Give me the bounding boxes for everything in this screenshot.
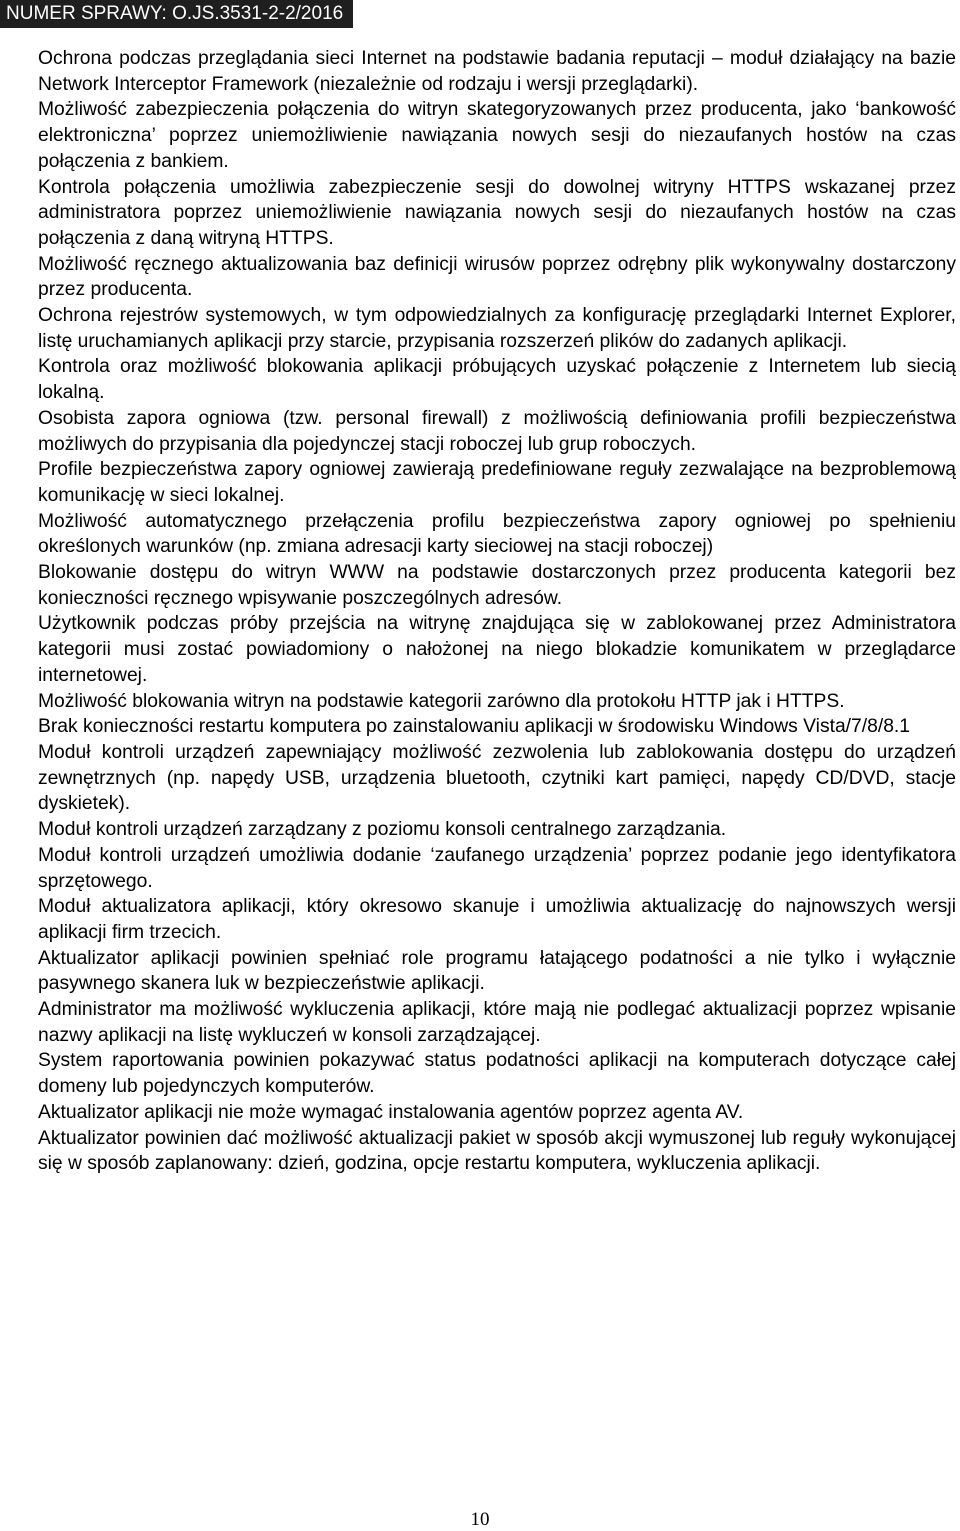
paragraph: Możliwość ręcznego aktualizowania baz definicji wirusów poprzez odrębny plik wykonywalny dostarczony przez producenta. — [38, 253, 956, 301]
paragraph: System raportowania powinien pokazywać status podatności aplikacji na komputerach dotyczące całej domeny lub pojedynczych komputerów. — [38, 1050, 956, 1098]
paragraph: Brak konieczności restartu komputera po zainstalowaniu aplikacji w środowisku Windows Vista/7/8/8.1 — [38, 716, 910, 738]
paragraph: Profile bezpieczeństwa zapory ogniowej zawierają predefiniowane reguły zezwalające na bezproblemową komunikację w sieci lokalnej. — [38, 459, 956, 506]
paragraph: Ochrona rejestrów systemowych, w tym odpowiedzialnych za konfigurację przeglądarki Internet Explorer, listę uruchamianych aplikacji przy starcie, przypisania rozszerzeń plików do zadanych aplikacji. — [38, 305, 956, 352]
paragraph: Ochrona podczas przeglądania sieci Internet na podstawie badania reputacji – moduł działający na bazie Network Interceptor Framework (niezależnie od rodzaju i wersji przeglądarki). — [38, 48, 956, 95]
paragraph: Użytkownik podczas próby przejścia na witrynę znajdująca się w zablokowanej przez Administratora kategorii musi zostać powiadomiony o nałożonej na niego blokadzie komunikatem w przeglądarce internetowej. — [38, 613, 956, 686]
paragraph: Aktualizator powinien dać możliwość aktualizacji pakiet w sposób akcji wymuszonej lub reguły wykonującej się w sposób zaplanowany: dzień, godzina, opcje restartu komputera, wykluczenia aplikacji. — [38, 1127, 956, 1175]
paragraph: Możliwość automatycznego przełączenia profilu bezpieczeństwa zapory ogniowej po spełnieniu określonych warunków (np. zmiana adresacji karty sieciowej na stacji roboczej) — [38, 510, 956, 558]
case-number-header: NUMER SPRAWY: O.JS.3531-2-2/2016 — [0, 0, 353, 28]
paragraph: Administrator ma możliwość wykluczenia aplikacji, które mają nie podlegać aktualizacji poprzez wpisanie nazwy aplikacji na listę wykluczeń w konsoli zarządzającej. — [38, 999, 956, 1046]
paragraph: Aktualizator aplikacji nie może wymagać instalowania agentów poprzez agenta AV. — [38, 1101, 744, 1123]
paragraph: Osobista zapora ogniowa (tzw. personal firewall) z możliwością definiowania profili bezpieczeństwa możliwych do przypisania dla pojedynczej stacji roboczej lub grup roboczych. — [38, 407, 956, 455]
paragraph: Kontrola połączenia umożliwia zabezpieczenie sesji do dowolnej witryny HTTPS wskazanej przez administratora poprzez uniemożliwienie nawiązania nowych sesji do niezaufanych hostów na czas połączenia z daną witryną HTTPS. — [38, 176, 956, 249]
paragraph: Blokowanie dostępu do witryn WWW na podstawie dostarczonych przez producenta kategorii bez konieczności ręcznego wpisywanie poszczególnych adresów. — [38, 562, 956, 609]
paragraph: Moduł aktualizatora aplikacji, który okresowo skanuje i umożliwia aktualizację do najnowszych wersji aplikacji firm trzecich. — [38, 896, 956, 943]
paragraph: Moduł kontroli urządzeń zapewniający możliwość zezwolenia lub zablokowania dostępu do urządzeń zewnętrznych (np. napędy USB, urządzenia bluetooth, czytniki kart pamięci, napędy CD/DVD, stacje dyskietek). — [38, 741, 956, 815]
paragraph: Możliwość zabezpieczenia połączenia do witryn skategoryzowanych przez producenta, jako ‘bankowość elektroniczna’ poprzez uniemożliwienie nawiązania nowych sesji do niezaufanych hostów na czas połączenia z bankiem. — [38, 99, 956, 172]
paragraph: Aktualizator aplikacji powinien spełniać role programu łatającego podatności a nie tylko i wyłącznie pasywnego skanera luk w bezpieczeństwie aplikacji. — [38, 947, 956, 995]
document-body — [38, 46, 956, 1177]
paragraph: Kontrola oraz możliwość blokowania aplikacji próbujących uzyskać połączenie z Internetem lub siecią lokalną. — [38, 356, 956, 404]
paragraph: Moduł kontroli urządzeń umożliwia dodanie ‘zaufanego urządzenia’ poprzez podanie jego identyfikatora sprzętowego. — [38, 844, 956, 892]
paragraph: Moduł kontroli urządzeń zarządzany z poziomu konsoli centralnego zarządzania. — [38, 819, 727, 841]
page-number: 10 — [470, 1509, 490, 1530]
paragraph: Możliwość blokowania witryn na podstawie kategorii zarówno dla protokołu HTTP jak i HTTPS. — [38, 690, 845, 712]
